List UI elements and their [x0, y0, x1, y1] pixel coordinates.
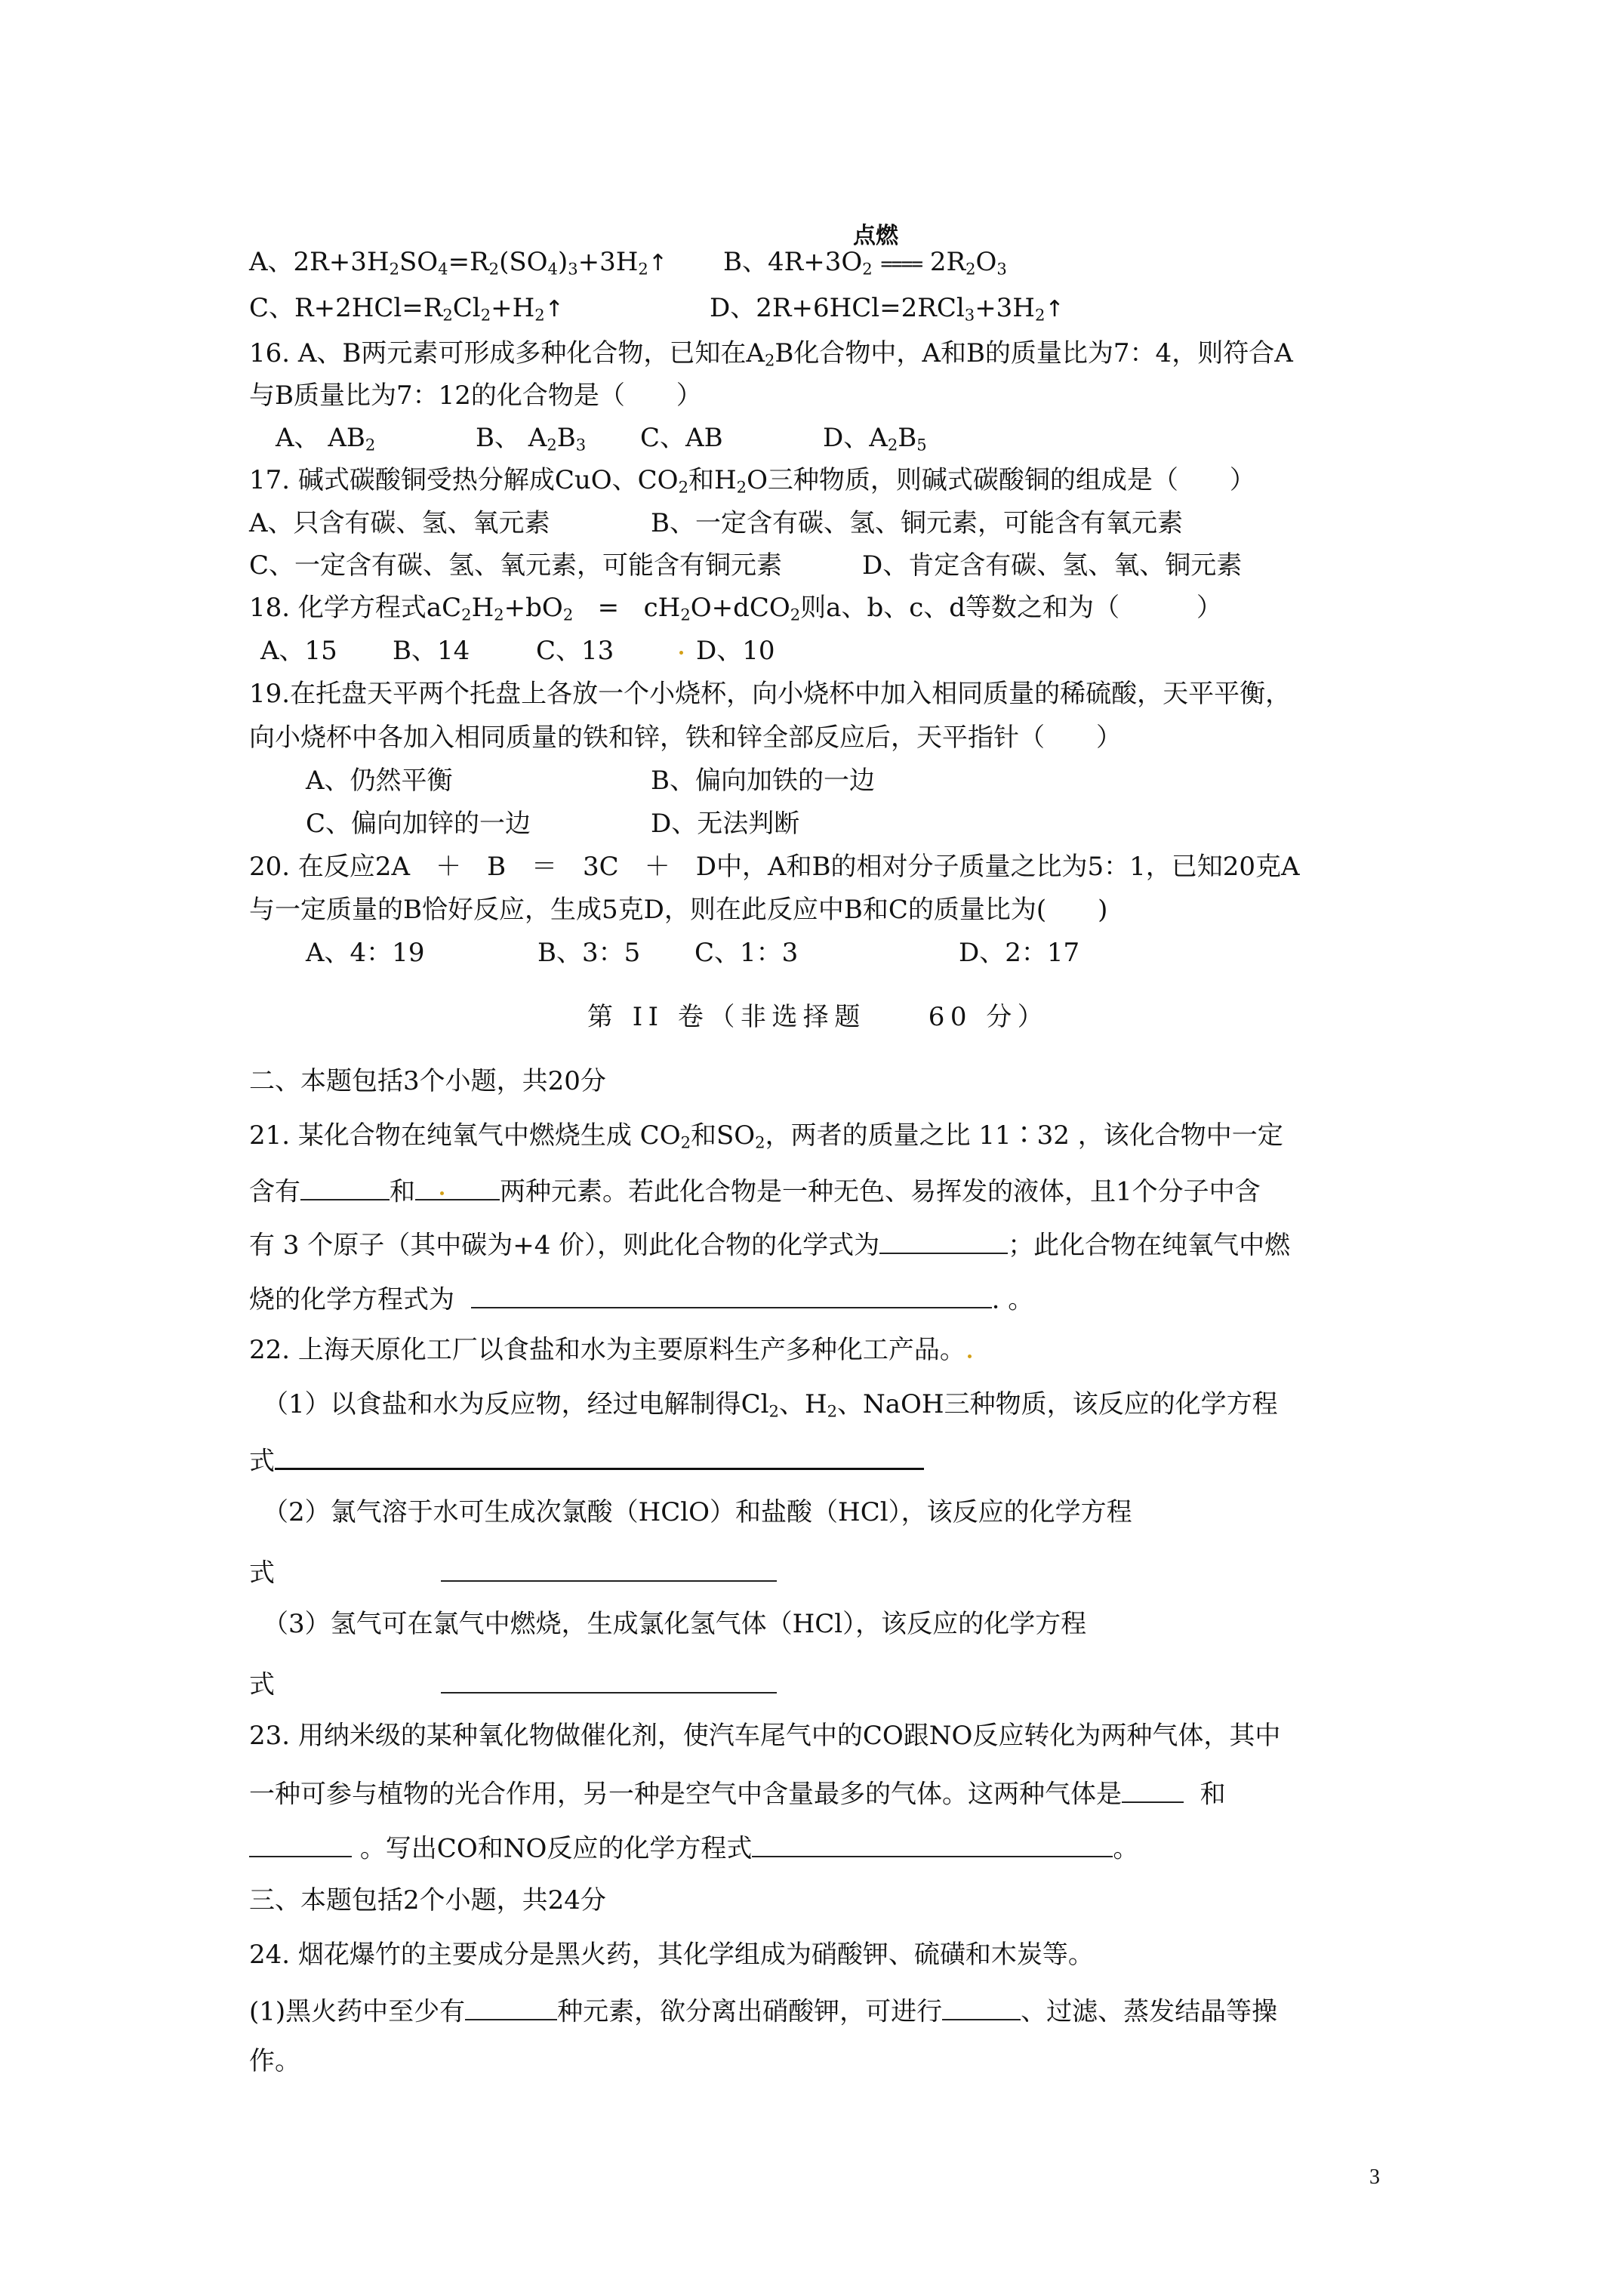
q16-option-c: C、AB: [640, 423, 723, 453]
q16-option-b: B、 $A_2B_3$: [476, 423, 587, 455]
q22-part1: （1）以食盐和水为反应物，经过电解制得$Cl_2$、$H_2$、NaOH三种物质，该反应的化学方程: [263, 1389, 1278, 1421]
q21-blank-2[interactable]: [415, 1176, 500, 1200]
q16-stem-line1: 16. A、B两元素可形成多种化合物，已知在$A_2B$化合物中，A和B的质量比为7：4，则符合A: [249, 338, 1293, 370]
q21-blank-equation[interactable]: [471, 1284, 992, 1308]
yellow-mark: [440, 1191, 444, 1195]
reaction-condition-label: 点燃: [853, 223, 898, 249]
q20-option-c: C、1：3: [694, 938, 799, 968]
q24-part1-cont: 作。: [249, 2046, 300, 2076]
q18-option-d: D、10: [696, 636, 775, 666]
yellow-mark: [968, 1354, 972, 1358]
q17-option-c: C、一定含有碳、氢、氧元素，可能含有铜元素: [249, 550, 783, 581]
q22-part2: （2）氯气溶于水可生成次氯酸（HClO）和盐酸（HCl），该反应的化学方程: [263, 1497, 1132, 1527]
section-three-title: 三、本题包括2个小题，共24分: [249, 1885, 606, 1915]
q20-stem-line2: 与一定质量的B恰好反应，生成5克D，则在此反应中B和C的质量比为( ): [249, 895, 1108, 925]
q15-option-d: D、$2R+6HCl=2RCl_3+3H_2↑$: [710, 293, 1064, 325]
q16-stem-line2: 与B质量比为7：12的化合物是（ ）: [249, 381, 702, 411]
q21-line3: 有 3 个原子（其中碳为+4 价），则此化合物的化学式为 ；此化合物在纯氧气中燃: [249, 1230, 1291, 1261]
q19-option-a: A、仍然平衡: [306, 766, 453, 796]
q18-option-c: C、13: [536, 636, 614, 666]
q19-stem-line2: 向小烧杯中各加入相同质量的铁和锌，铁和锌全部反应后，天平指针（ ）: [249, 723, 1122, 753]
q19-stem-line1: 19.在托盘天平两个托盘上各放一个小烧杯，向小烧杯中加入相同质量的稀硫酸，天平平衡，: [249, 679, 1292, 709]
q24-part1: (1)黑火药中至少有 种元素，欲分离出硝酸钾，可进行 、过滤、蒸发结晶等操: [249, 1996, 1278, 2027]
q16-option-a: A、 $AB_2$: [276, 423, 376, 455]
q17-option-a: A、只含有碳、氢、氧元素: [249, 508, 550, 538]
q24-blank-2[interactable]: [942, 1996, 1021, 2020]
q22-blank-2[interactable]: [441, 1557, 777, 1582]
q23-line1: 23. 用纳米级的某种氧化物做催化剂，使汽车尾气中的CO跟NO反应转化为两种气体，其中: [249, 1721, 1281, 1751]
q19-option-d: D、无法判断: [651, 809, 800, 839]
q18-option-b: B、14: [393, 636, 470, 666]
q23-line3: 。写出CO和NO反应的化学方程式 。: [249, 1832, 1138, 1862]
page-number: 3: [1369, 2165, 1380, 2189]
q22-blank-1[interactable]: [275, 1444, 924, 1470]
q24-blank-1[interactable]: [465, 1996, 557, 2020]
q17-option-b: B、一定含有碳、氢、铜元素，可能含有氧元素: [651, 508, 1183, 538]
q17-stem: 17. 碱式碳酸铜受热分解成CuO、$CO_2$和$H_2O$三种物质，则碱式碳酸铜的组成是（ ）: [249, 465, 1255, 497]
q22-stem: 22. 上海天原化工厂以食盐和水为主要原料生产多种化工产品。: [249, 1335, 965, 1365]
q22-blank-3[interactable]: [441, 1669, 777, 1693]
yellow-mark: [679, 651, 683, 655]
q19-option-b: B、偏向加铁的一边: [651, 766, 875, 796]
q23-blank-1[interactable]: [1122, 1778, 1184, 1803]
q23-line2: 一种可参与植物的光合作用，另一种是空气中含量最多的气体。这两种气体是 和: [249, 1779, 1226, 1810]
q21-blank-1[interactable]: [300, 1176, 390, 1200]
q18-stem: 18. 化学方程式$aC_2H_2+bO_2$ = $cH_2O+dCO_2$则a、b、c、d等数之和为（ ）: [249, 593, 1223, 624]
q19-option-c: C、偏向加锌的一边: [306, 809, 531, 839]
q21-blank-formula[interactable]: [879, 1229, 1008, 1254]
q20-option-d: D、2：17: [959, 938, 1080, 968]
q21-line1: 21. 某化合物在纯氧气中燃烧生成 $CO_2$和$SO_2$，两者的质量之比 11∶32 ，该化合物中一定: [249, 1120, 1283, 1152]
q24-stem: 24. 烟花爆竹的主要成分是黑火药，其化学组成为硝酸钾、硫磺和木炭等。: [249, 1940, 1094, 1970]
q15-option-a: A、$2R+3H_2SO_4=R_2(SO_4)_3+3H_2↑$: [249, 247, 667, 279]
q20-option-b: B、3：5: [537, 938, 641, 968]
q15-option-c: C、$R+2HCl=R_2Cl_2+H_2↑$: [249, 293, 564, 325]
q17-option-d: D、肯定含有碳、氢、氧、铜元素: [862, 550, 1243, 581]
q23-blank-2[interactable]: [249, 1832, 352, 1857]
q22-part2-answer: 式: [249, 1557, 777, 1586]
q16-option-d: D、$A_2B_5$: [823, 423, 927, 455]
q22-part3: （3）氢气可在氯气中燃烧，生成氯化氢气体（HCl），该反应的化学方程: [263, 1609, 1087, 1639]
part-two-heading: 第 II 卷（非选择题 60 分）: [587, 1002, 1049, 1032]
q22-part3-answer: 式: [249, 1669, 777, 1698]
q22-part1-answer: 式: [249, 1444, 924, 1475]
section-two-title: 二、本题包括3个小题，共20分: [249, 1066, 606, 1096]
q21-line4: 烧的化学方程式为 . 。: [249, 1284, 1034, 1315]
q20-option-a: A、4：19: [306, 938, 425, 968]
q15-option-b: B、$4R+3O_2$ ==== $2R_2O_3$: [723, 247, 1007, 279]
q21-line2: 含有 和 两种元素。若此化合物是一种无色、易挥发的液体，且1个分子中含: [249, 1176, 1261, 1207]
q18-option-a: A、15: [260, 636, 337, 666]
q20-stem-line1: 20. 在反应2A ＋ B ＝ 3C ＋ D中，A和B的相对分子质量之比为5：1，已知20克A: [249, 852, 1300, 882]
q23-blank-equation[interactable]: [752, 1832, 1113, 1857]
